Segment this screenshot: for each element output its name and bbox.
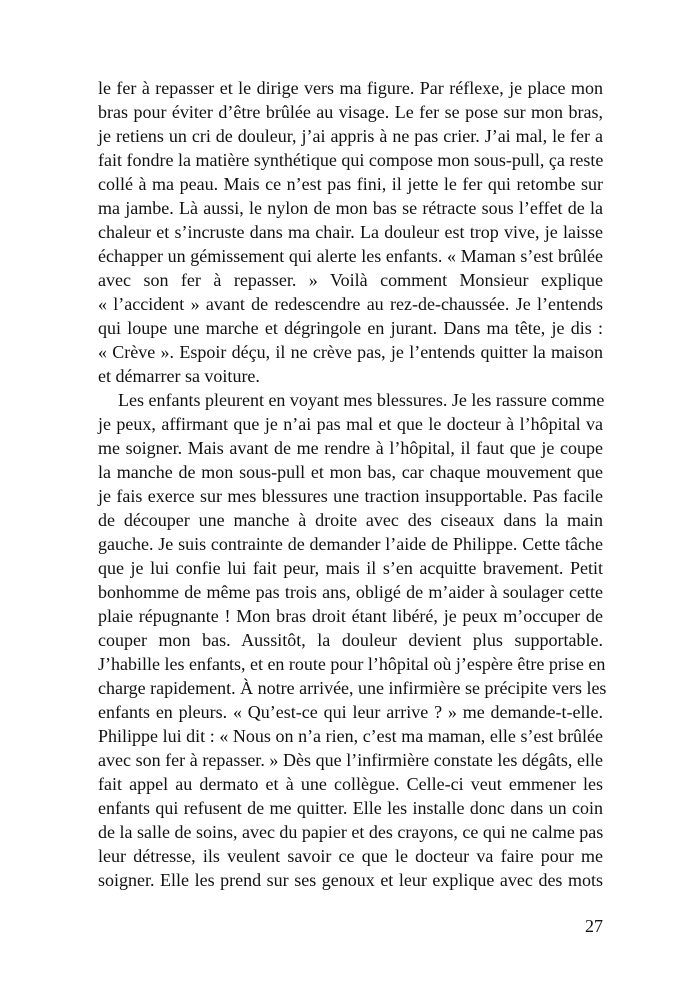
text-line: de la salle de soins, avec du papier et des crayons, ce qui ne calme pas — [98, 822, 604, 842]
text-line: enfants en pleurs. « Qu’est-ce qui leur arrive ? » me demande-t-elle. — [98, 702, 603, 722]
text-line: avec son fer à repasser. » Dès que l’infirmière constate les dégâts, elle — [98, 750, 603, 770]
text-line: que je lui confie lui fait peur, mais il s’en acquitte bravement. Petit — [98, 558, 603, 578]
text-line: échapper un gémissement qui alerte les enfants. « Maman s’est brûlée — [98, 246, 603, 266]
text-line: enfants qui refusent de me quitter. Elle les installe donc dans un coin — [98, 798, 603, 818]
text-line: ma jambe. Là aussi, le nylon de mon bas se rétracte sous l’effet de la — [98, 198, 603, 218]
text-line: Les enfants pleurent en voyant mes blessures. Je les rassure comme — [118, 390, 605, 410]
text-line: fait fondre la matière synthétique qui compose mon sous-pull, ça reste — [98, 150, 604, 170]
text-line: de découper une manche à droite avec des ciseaux dans la main — [98, 510, 603, 530]
text-line: qui loupe une marche et dégringole en jurant. Dans ma tête, je dis : — [98, 318, 603, 338]
text-line: charge rapidement. À notre arrivée, une infirmière se précipite vers les — [98, 678, 607, 698]
page-body — [98, 76, 607, 892]
text-line: fait appel au dermato et à une collègue. Celle-ci veut emmener les — [98, 774, 603, 794]
text-line: Philippe lui dit : « Nous on n’a rien, c’est ma maman, elle s’est brûlée — [98, 726, 603, 746]
text-line: gauche. Je suis contrainte de demander l’aide de Philippe. Cette tâche — [98, 534, 603, 554]
text-line: chaleur et s’incruste dans ma chair. La douleur est trop vive, je laisse — [98, 222, 603, 242]
text-line: la manche de mon sous-pull et mon bas, car chaque mouvement que — [98, 462, 603, 482]
text-line: je retiens un cri de douleur, j’ai appris à ne pas crier. J’ai mal, le fer a — [98, 126, 603, 146]
page-number: 27 — [585, 916, 603, 936]
text-line: bonhomme de même pas trois ans, obligé de m’aider à soulager cette — [98, 582, 603, 602]
text-line: collé à ma peau. Mais ce n’est pas fini, il jette le fer qui retombe sur — [98, 174, 603, 194]
text-line: et démarrer sa voiture. — [98, 366, 260, 386]
text-line: plaie répugnante ! Mon bras droit étant libéré, je peux m’occuper de — [98, 606, 603, 626]
text-line: bras pour éviter d’être brûlée au visage. Le fer se pose sur mon bras, — [98, 102, 603, 122]
text-line: soigner. Elle les prend sur ses genoux et leur explique avec des mots — [98, 870, 603, 890]
text-line: « Crève ». Espoir déçu, il ne crève pas, je l’entends quitter la maison — [98, 342, 603, 362]
text-line: J’habille les enfants, et en route pour l’hôpital où j’espère être prise en — [98, 654, 606, 674]
text-line: leur détresse, ils veulent savoir ce que le docteur va faire pour me — [98, 846, 603, 866]
text-line: couper mon bas. Aussitôt, la douleur devient plus supportable. — [98, 630, 603, 650]
text-line: le fer à repasser et le dirige vers ma figure. Par réflexe, je place mon — [98, 78, 603, 98]
text-line: avec son fer à repasser. » Voilà comment Monsieur explique — [98, 270, 603, 290]
text-line: je fais exerce sur mes blessures une traction insupportable. Pas facile — [98, 486, 603, 506]
text-line: me soigner. Mais avant de me rendre à l’hôpital, il faut que je coupe — [98, 438, 603, 458]
text-line: je peux, affirmant que je n’ai pas mal et que le docteur à l’hôpital va — [98, 414, 603, 434]
text-line: « l’accident » avant de redescendre au rez-de-chaussée. Je l’entends — [98, 294, 603, 314]
